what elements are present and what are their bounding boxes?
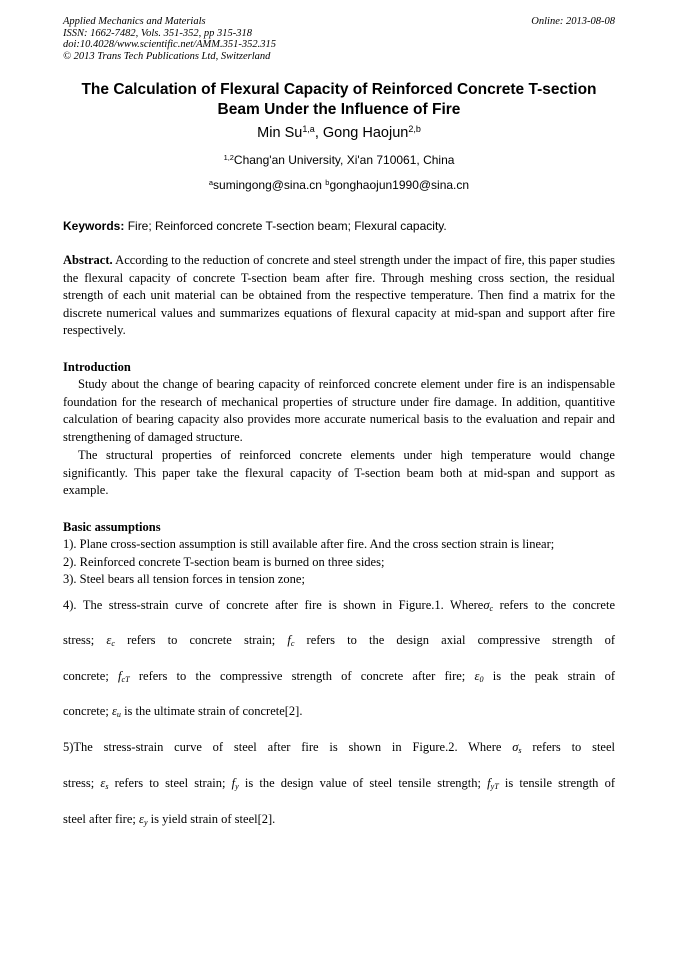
abstract-label: Abstract. bbox=[63, 253, 113, 267]
assumption-4-text: refers to concrete strain; bbox=[114, 633, 288, 647]
assumption-4-text: concrete; bbox=[63, 704, 112, 718]
assumption-4-line-1 bbox=[63, 597, 615, 617]
epsilon-symbol: ε bbox=[111, 704, 117, 718]
assumption-4-text: refers to the design axial compressive strength of bbox=[294, 633, 615, 647]
introduction-paragraph-2: The structural properties of reinforced concrete elements under high temperature would change significantly. This paper take the flexural capacity of T-section beam both at mid-span and support as example. bbox=[63, 448, 615, 498]
affiliation-sup: 1,2 bbox=[223, 152, 234, 162]
copyright-line: © 2013 Trans Tech Publications Ltd, Switzerland bbox=[63, 50, 271, 62]
doi-line: doi:10.4028/www.scientific.net/AMM.351-352.315 bbox=[63, 39, 276, 50]
email-b-sup: b bbox=[325, 177, 330, 187]
subscript-s: s bbox=[105, 782, 109, 792]
email-a[interactable]: sumingong@sina.cn bbox=[213, 178, 326, 192]
email-b[interactable]: gonghaojun1990@sina.cn bbox=[329, 178, 470, 192]
keywords bbox=[63, 218, 615, 234]
online-date: Online: 2013-08-08 bbox=[531, 16, 615, 27]
affiliation-text: Chang'an University, Xi'an 710061, China bbox=[233, 153, 455, 167]
paper-title bbox=[40, 80, 638, 120]
affiliation bbox=[40, 152, 638, 168]
subscript-y: y bbox=[235, 782, 239, 792]
title-line-2: Beam Under the Influence of Fire bbox=[217, 101, 461, 118]
assumption-4-text: is the ultimate strain of concrete[2]. bbox=[120, 704, 303, 718]
abstract bbox=[63, 252, 615, 340]
epsilon-symbol: ε bbox=[100, 776, 106, 790]
sigma-symbol: σ bbox=[483, 598, 490, 612]
assumption-2: 2). Reinforced concrete T-section beam is burned on three sides; bbox=[63, 555, 385, 569]
assumptions-heading: Basic assumptions bbox=[63, 520, 161, 534]
assumption-5-text: is tensile strength of bbox=[498, 776, 615, 790]
journal-header bbox=[63, 16, 615, 62]
author-2: Gong Haojun bbox=[322, 125, 409, 141]
assumption-5-line-1 bbox=[63, 739, 615, 759]
subscript-u: u bbox=[116, 710, 121, 720]
introduction-heading: Introduction bbox=[63, 360, 131, 374]
assumption-5-text: steel after fire; bbox=[63, 812, 139, 826]
f-symbol: f bbox=[487, 776, 491, 790]
subscript-yT: yT bbox=[490, 782, 499, 792]
epsilon-symbol: ε bbox=[139, 812, 144, 826]
keywords-label: Keywords: bbox=[63, 219, 125, 233]
assumption-4-line-2 bbox=[63, 632, 615, 652]
journal-name: Applied Mechanics and Materials bbox=[63, 16, 206, 27]
sigma-symbol: σ bbox=[512, 740, 519, 754]
author-2-sup: 2,b bbox=[408, 124, 421, 135]
epsilon-symbol: ε bbox=[106, 633, 112, 647]
assumption-3: 3). Steel bears all tension forces in tension zone; bbox=[63, 572, 305, 586]
title-line-1: The Calculation of Flexural Capacity of Reinforced Concrete T-section bbox=[81, 81, 597, 98]
subscript-c: c bbox=[489, 604, 494, 614]
introduction-paragraph-1: Study about the change of bearing capacity of reinforced concrete element under fire is an indispensable foundation for the research of mechanical properties of structure under fire damage. In addition, quantitive calculation of bearing capacity also provides more accurate numerical basis to the evaluation and repair and strengthening of damaged structure. bbox=[63, 377, 615, 444]
subscript-0: 0 bbox=[479, 675, 484, 685]
assumption-4-text: is the peak strain of bbox=[483, 669, 615, 683]
authors bbox=[40, 123, 638, 143]
abstract-text: According to the reduction of concrete and steel strength under the impact of fire, this paper studies the flexural capacity of concrete T-section beam after fire. Through meshing cross section, the residual strength of each unit material can be obtained from the respective temperature. Then find a matrix for the discrete numerical values and summarizes equations of flexural capacity at mid-span and support after fire respectively. bbox=[63, 253, 615, 338]
f-symbol: f bbox=[231, 776, 236, 790]
author-separator: , bbox=[314, 125, 323, 141]
subscript-s: s bbox=[518, 746, 522, 756]
author-1-sup: 1,a bbox=[302, 124, 315, 135]
assumption-5-line-2 bbox=[63, 775, 615, 795]
subscript-c: c bbox=[111, 639, 115, 649]
emails bbox=[40, 177, 638, 193]
issn-line: ISSN: 1662-7482, Vols. 351-352, pp 315-318 bbox=[63, 27, 252, 39]
subscript-c: c bbox=[290, 639, 295, 649]
assumption-4-text: stress; bbox=[63, 633, 107, 647]
assumption-4-text: 4). The stress-strain curve of concrete after fire is shown in Figure.1. Where bbox=[63, 598, 484, 612]
assumption-4-text: concrete; bbox=[63, 669, 119, 683]
assumption-5-text: refers to steel strain; bbox=[108, 776, 232, 790]
assumption-4-text: refers to the compressive strength of concrete after fire; bbox=[129, 669, 475, 683]
f-symbol: f bbox=[287, 633, 291, 647]
assumption-5-line-3 bbox=[63, 811, 615, 831]
author-1: Min Su bbox=[257, 125, 303, 141]
assumption-1: 1). Plane cross-section assumption is still available after fire. And the cross section strain is linear; bbox=[63, 537, 555, 551]
assumption-5-text: is yield strain of steel[2]. bbox=[147, 812, 276, 826]
keywords-text: Fire; Reinforced concrete T-section beam; Flexural capacity. bbox=[124, 219, 447, 233]
subscript-cT: cT bbox=[121, 675, 130, 685]
assumption-5-text: is the design value of steel tensile strength; bbox=[238, 776, 488, 790]
assumption-4-text: refers to the concrete bbox=[493, 598, 615, 612]
email-a-sup: a bbox=[208, 177, 214, 187]
assumption-5-text: refers to steel bbox=[521, 740, 615, 754]
assumption-4-line-3 bbox=[63, 668, 615, 688]
epsilon-symbol: ε bbox=[474, 669, 480, 683]
f-symbol: f bbox=[118, 669, 122, 683]
assumption-5-text: stress; bbox=[63, 776, 101, 790]
assumption-5-text: 5)The stress-strain curve of steel after fire is shown in Figure.2. Where bbox=[63, 740, 513, 754]
assumption-4-line-4 bbox=[63, 703, 615, 723]
subscript-y: y bbox=[143, 818, 148, 828]
